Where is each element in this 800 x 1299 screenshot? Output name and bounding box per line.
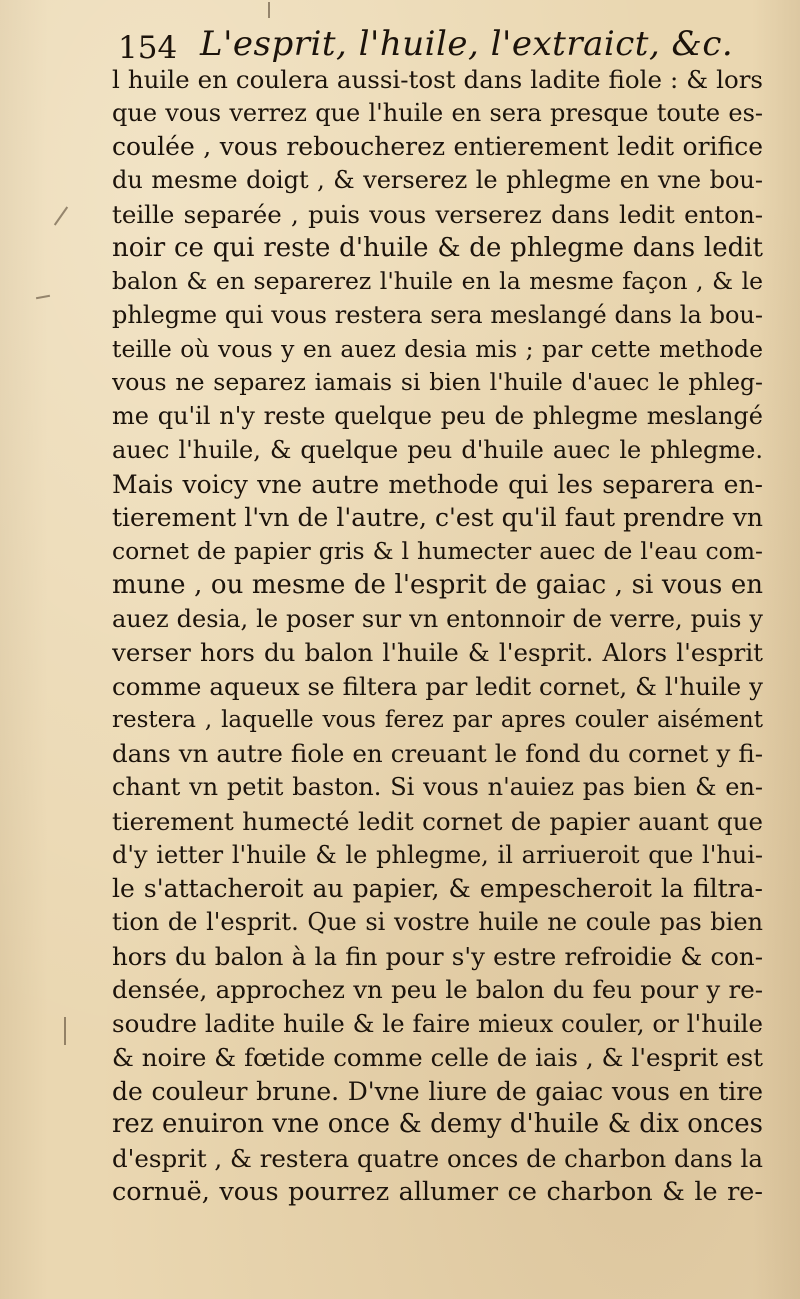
text-line: du mesme doigt , & verserez le phlegme en vne bou- bbox=[112, 166, 763, 195]
text-line: teille où vous y en auez desia mis ; par cette methode bbox=[112, 334, 763, 363]
text-line: balon & en separerez l'huile en la mesme façon , & le bbox=[112, 267, 763, 296]
margin-ink-mark bbox=[36, 295, 50, 299]
running-head: L'esprit, l'huile, l'extraict, &c. bbox=[200, 24, 734, 64]
page-number: 154 bbox=[118, 30, 178, 66]
margin-ink-mark bbox=[54, 206, 68, 225]
text-line: soudre ladite huile & le faire mieux couler, or l'huile bbox=[112, 1009, 763, 1039]
text-line: le s'attacheroit au papier, & empescheroit la filtra- bbox=[112, 874, 763, 904]
text-line: chant vn petit baston. Si vous n'auiez pas bien & en- bbox=[112, 773, 763, 802]
text-line: de couleur brune. D'vne liure de gaiac vous en tire bbox=[112, 1076, 763, 1106]
text-line: cornuë, vous pourrez allumer ce charbon & le re- bbox=[112, 1176, 763, 1207]
text-line: cornet de papier gris & l humecter auec de l'eau com- bbox=[112, 537, 763, 566]
text-line: densée, approchez vn peu le balon du feu pour y re- bbox=[112, 975, 763, 1005]
text-line: teille separée , puis vous verserez dans ledit enton- bbox=[112, 199, 763, 229]
margin-ink-mark bbox=[64, 1017, 66, 1045]
text-line: comme aqueux se filtera par ledit cornet, & l'huile y bbox=[112, 671, 763, 701]
text-line: l huile en coulera aussi-tost dans ladite fiole : & lors bbox=[112, 65, 763, 94]
text-line: restera , laquelle vous ferez par apres couler aisément bbox=[112, 706, 763, 733]
text-line: coulée , vous reboucherez entierement ledit orifice bbox=[112, 132, 763, 162]
text-line: d'esprit , & restera quatre onces de charbon dans la bbox=[112, 1144, 763, 1173]
text-line: Mais voicy vne autre methode qui les separera en- bbox=[112, 469, 763, 499]
text-line: tierement humecté ledit cornet de papier auant que bbox=[112, 806, 763, 836]
text-line: auez desia, le poser sur vn entonnoir de verre, puis y bbox=[112, 604, 763, 633]
text-line: hors du balon à la fin pour s'y estre refroidie & con- bbox=[112, 941, 763, 971]
text-line: tierement l'vn de l'autre, c'est qu'il faut prendre vn bbox=[112, 503, 763, 533]
text-line: auec l'huile, & quelque peu d'huile auec le phlegme. bbox=[112, 435, 763, 464]
text-line: rez enuiron vne once & demy d'huile & dix onces bbox=[112, 1109, 763, 1140]
text-line: que vous verrez que l'huile en sera presque toute es- bbox=[112, 98, 763, 127]
body-text bbox=[112, 63, 763, 1209]
text-line: me qu'il n'y reste quelque peu de phlegme meslangé bbox=[112, 402, 763, 431]
text-line: mune , ou mesme de l'esprit de gaiac , si vous en bbox=[112, 569, 763, 600]
text-line: vous ne separez iamais si bien l'huile d'auec le phleg- bbox=[112, 368, 763, 397]
text-line: noir ce qui reste d'huile & de phlegme dans ledit bbox=[112, 232, 763, 263]
header-ink-mark bbox=[268, 2, 270, 18]
text-line: verser hors du balon l'huile & l'esprit. Alors l'esprit bbox=[112, 638, 763, 668]
text-line: dans vn autre fiole en creuant le fond du cornet y fi- bbox=[112, 739, 763, 769]
text-line: tion de l'esprit. Que si vostre huile ne coule pas bien bbox=[112, 907, 763, 936]
text-line: phlegme qui vous restera sera meslangé dans la bou- bbox=[112, 301, 763, 330]
text-line: & noire & fœtide comme celle de iais , & l'esprit est bbox=[112, 1042, 763, 1072]
text-line: d'y ietter l'huile & le phlegme, il arriueroit que l'hui- bbox=[112, 840, 763, 869]
